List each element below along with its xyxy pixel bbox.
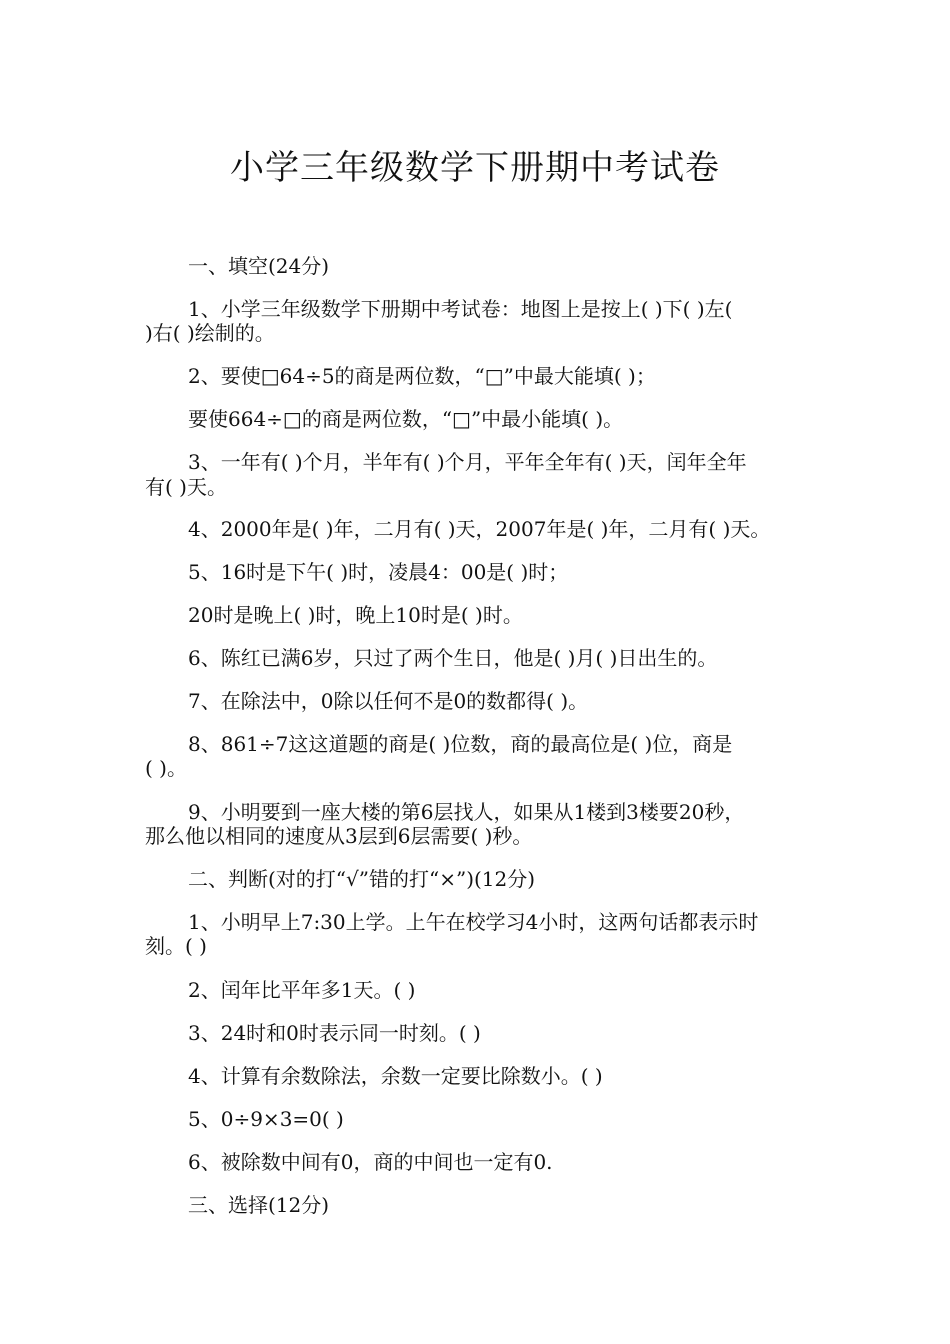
question-line: 那么他以相同的速度从3层到6层需要( )秒。: [145, 824, 533, 848]
section-heading-true-false: 二、判断(对的打“√”错的打“×”)(12分): [188, 867, 536, 891]
question-line: 5、16时是下午( )时，凌晨4：00是( )时；: [188, 560, 569, 584]
question-line: 3、24时和0时表示同一时刻。( ): [188, 1021, 481, 1045]
question-line: 20时是晚上( )时，晚上10时是( )时。: [188, 603, 523, 627]
question-line: 5、0÷9×3=0( ): [188, 1107, 344, 1131]
question-line: 3、一年有( )个月，半年有( )个月，平年全年有( )天，闰年全年: [188, 450, 747, 474]
section-heading-fill-blank: 一、填空(24分): [188, 254, 330, 278]
question-line: 2、要使□64÷5的商是两位数，“□”中最大能填( )；: [188, 364, 656, 388]
question-line: 6、陈红已满6岁，只过了两个生日，他是( )月( )日出生的。: [188, 646, 718, 670]
question-line: 8、861÷7这这道题的商是( )位数，商的最高位是( )位，商是: [188, 732, 733, 756]
question-line: )右( )绘制的。: [145, 321, 275, 345]
question-line: 有( )天。: [145, 475, 227, 499]
question-line: 6、被除数中间有0，商的中间也一定有0.: [188, 1150, 553, 1174]
question-line: 要使664÷□的商是两位数，“□”中最小能填( )。: [188, 407, 624, 431]
question-line: ( )。: [145, 756, 187, 780]
question-line: 4、计算有余数除法，余数一定要比除数小。( ): [188, 1064, 603, 1088]
question-line: 9、小明要到一座大楼的第6层找人，如果从1楼到3楼要20秒，: [188, 800, 745, 824]
question-line: 1、小学三年级数学下册期中考试卷：地图上是按上( )下( )左(: [188, 297, 733, 321]
question-line: 1、小明早上7:30上学。上午在校学习4小时，这两句话都表示时: [188, 910, 759, 934]
question-line: 刻。( ): [145, 934, 207, 958]
question-line: 7、在除法中，0除以任何不是0的数都得( )。: [188, 689, 589, 713]
exam-title: 小学三年级数学下册期中考试卷: [230, 148, 720, 188]
question-line: 4、2000年是( )年，二月有( )天，2007年是( )年，二月有( )天。: [188, 517, 771, 541]
section-heading-multiple-choice: 三、选择(12分): [188, 1193, 330, 1217]
question-line: 2、闰年比平年多1天。( ): [188, 978, 416, 1002]
